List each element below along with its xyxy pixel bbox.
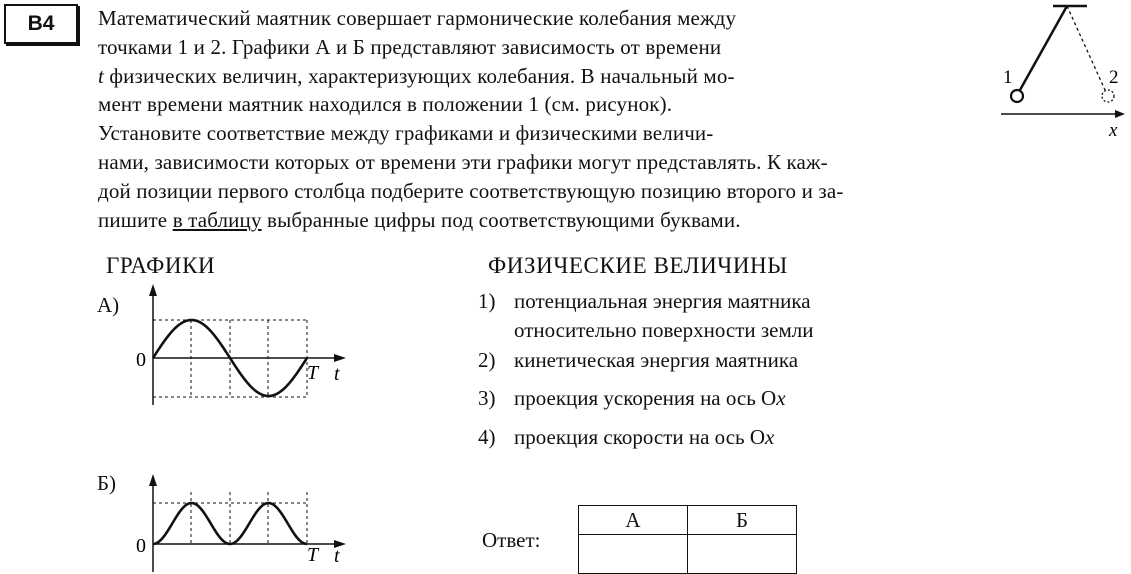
table-reference: в таблицу (172, 208, 262, 232)
problem-line-text: пишите (98, 208, 168, 232)
task-number-badge: В4 (4, 4, 78, 44)
quantity-2-text: кинетическая энергия маятника (514, 348, 799, 372)
problem-line-text: физических величин, характеризующих колебания. В начальный мо- (109, 64, 735, 88)
problem-line: Математический маятник совершает гармонические колебания между (98, 6, 737, 30)
answer-header-b: Б (688, 506, 797, 535)
problem-line: дой позиции первого столбца подберите соответствующую позицию второго и за- (98, 179, 844, 203)
position-1-label: 1 (1003, 67, 1013, 88)
quantity-3-label: проекция ускорения на ось O (514, 386, 777, 410)
answer-cell-b[interactable] (688, 535, 797, 574)
pendulum-bob-position-2 (1102, 90, 1114, 102)
pendulum-figure (995, 0, 1131, 140)
problem-line (98, 206, 741, 234)
graph-a-period-label: T (307, 362, 319, 384)
answer-label: Ответ: (482, 528, 541, 552)
quantity-3-text (514, 386, 786, 411)
problem-line: точками 1 и 2. Графики А и Б представляют зависимость от времени (98, 35, 722, 59)
problem-line-text: выбранные цифры под соответствующими буквами. (267, 208, 741, 232)
quantity-4-text (514, 425, 774, 450)
quantity-1-text: потенциальная энергия маятника (514, 289, 811, 313)
quantity-2-number: 2) (478, 348, 496, 372)
quantities-heading: ФИЗИЧЕСКИЕ ВЕЛИЧИНЫ (488, 253, 788, 278)
graph-b-time-label: t (334, 545, 340, 567)
graph-b-origin: 0 (136, 535, 146, 557)
graph-b-y-arrow (149, 474, 157, 486)
pendulum-string (1020, 6, 1067, 90)
graph-a-y-arrow (149, 284, 157, 296)
graph-b-period-label: T (307, 544, 319, 566)
problem-line: Установите соответствие между графиками и физическими величи- (98, 121, 714, 145)
problem-line (98, 62, 735, 90)
graphs-heading: ГРАФИКИ (106, 253, 216, 278)
x-axis-label: x (1109, 120, 1118, 140)
quantity-4-number: 4) (478, 425, 496, 449)
position-2-label: 2 (1109, 67, 1119, 88)
graph-a-label: А) (97, 293, 120, 317)
pendulum-string-dashed (1067, 6, 1105, 90)
quantity-1-text-cont: относительно поверхности земли (514, 318, 814, 342)
graph-a-t-arrow (334, 354, 346, 362)
problem-line: мент времени маятник находился в положении 1 (см. рисунок). (98, 92, 673, 116)
graph-b-label: Б) (97, 471, 117, 495)
answer-header-a: А (579, 506, 688, 535)
quantity-4-label: проекция скорости на ось O (514, 425, 766, 449)
x-axis-arrow (1115, 110, 1125, 118)
graph-a-time-label: t (334, 363, 340, 385)
answer-table (578, 505, 797, 574)
graph-b (136, 470, 360, 572)
problem-line: нами, зависимости которых от времени эти графики могут представлять. К каж- (98, 150, 828, 174)
quantity-3-axis: x (776, 386, 786, 410)
quantity-1-number: 1) (478, 289, 496, 313)
graph-a-origin: 0 (136, 349, 146, 371)
graph-a (136, 280, 360, 405)
quantity-3-number: 3) (478, 386, 496, 410)
quantity-4-axis: x (765, 425, 775, 449)
pendulum-bob-position-1 (1011, 90, 1023, 102)
answer-cell-a[interactable] (579, 535, 688, 574)
time-symbol: t (98, 64, 104, 88)
